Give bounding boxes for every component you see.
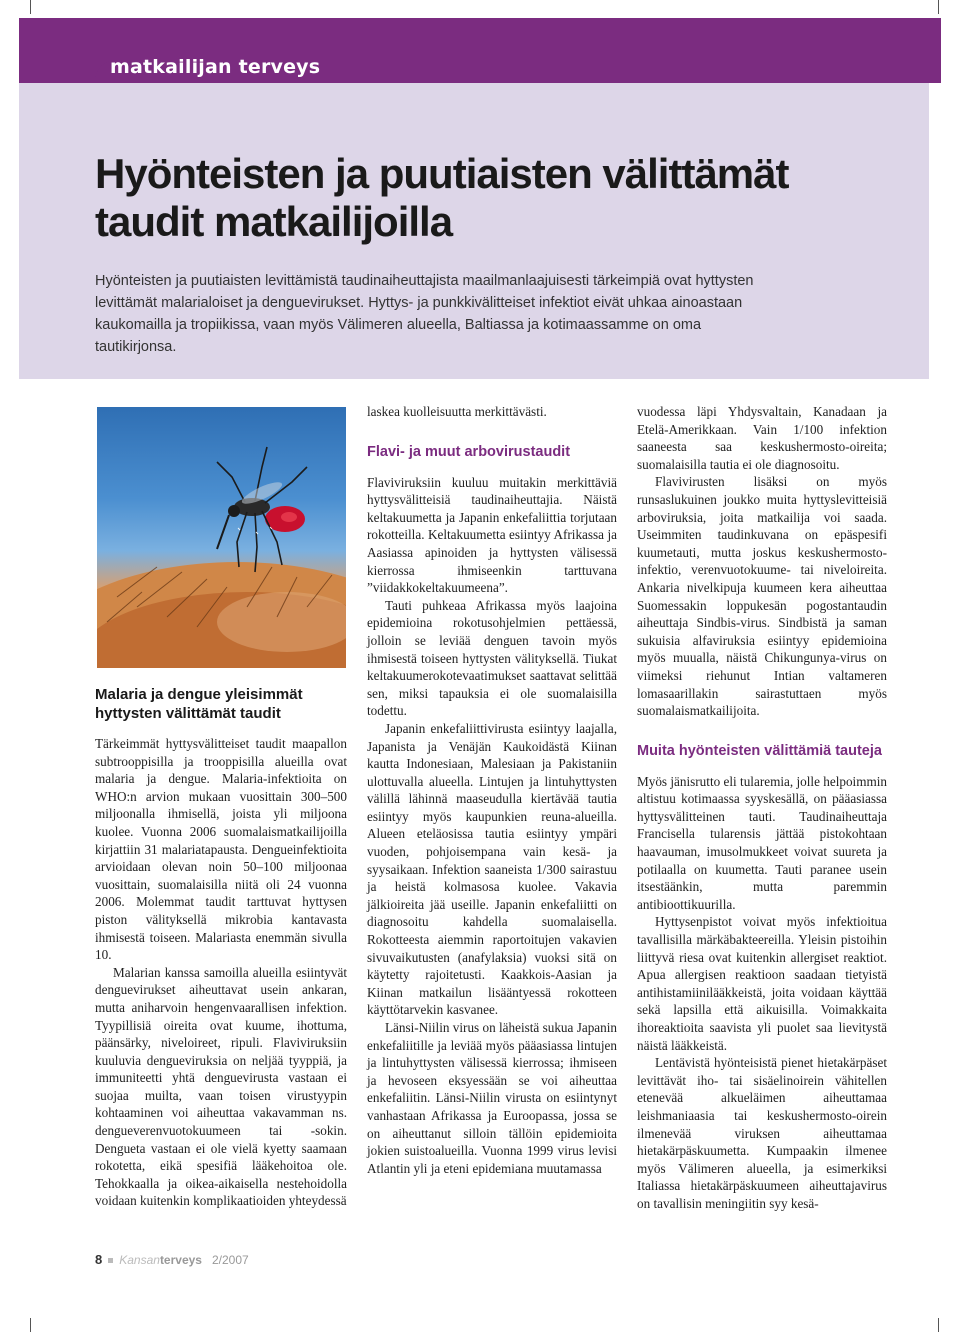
page-number: 8 [95, 1252, 103, 1267]
crop-mark [938, 1318, 939, 1332]
paragraph: Flavivirusten lisäksi on myös runsaslukuinen joukko muita hyttyslevitteisiä arboviruksia, joita matkailija voi saada. Useimmiten taudinkuvana on epäspesifi kuumetauti, mutta joskus keskushermosto-infektio, verenvuotokuume- tai niveloireita. Ankaria nivelkipuja kuumeen kera aiheuttaa Suomessakin loppukesän pogostantaudin aiheuttaja Sindbis-virus. Sindbistä ja saman sukuisia alfaviruksia esiintyy epidemioina myös muualla, näistä Chikungunya-virus on viimeksi riehunut Intian valtameren lomasaarillakin sairastuttaen myös suomalaismatkailijoita. [637, 474, 887, 719]
crop-mark [938, 0, 939, 14]
column-2 [367, 403, 617, 1177]
article-intro: Hyönteisten ja puutiaisten levittämistä taudinaiheuttajista maailmanlaajuisesti tärkeimpiä ovat hyttysten levittämät malarialoiset ja denguevirukset. Hyttys- ja punkkivälitteiset infektiot eivät uhkaa ainoastaan kaukomailla ja tropiikissa, vaan myös Välimeren alueella, Baltiassa ja kotimaassamme on oma tautikirjonsa. [95, 273, 754, 355]
subheading-malaria-dengue: Malaria ja dengue yleisimmät hyttysten välittämät taudit [95, 686, 303, 722]
issue-number: 2/2007 [212, 1253, 249, 1267]
paragraph: laskea kuolleisuutta merkittävästi. [367, 404, 547, 419]
footer-square-icon [108, 1258, 113, 1263]
mosquito-photo [97, 407, 346, 668]
paragraph: Myös jänisrutto eli tularemia, jolle helpoimmin altistuu kotimaassa syyskesällä, on pääasiassa hyttysvälitteinen tauti. Taudinaiheuttaja Francisella tularensis jättää pistokohtaan haavauman, imusolmukkeet voivat suureta ja potilaalla on kuumetta. Tauti paranee usein itsestäänkin, mutta paremmin antibioottikuurilla. [637, 773, 887, 912]
section-label: matkailijan terveys [110, 56, 321, 78]
subheading-flavi: Flavi- ja muut arbovirustaudit [367, 443, 571, 460]
crop-mark [30, 0, 31, 14]
mosquito-illustration [97, 407, 346, 668]
paragraph: Japanin enkefaliittivirusta esiintyy laajalla, Japanista ja Venäjän Kaukoidästä Kiinan kautta Indonesiaan, Malesiaan ja Pakistaniin ulottuvalla alueella. Lintujen ja lintuhyttysten välillä lähinnä maaseudulla kiertävää tautia esiintyy myös kaupunkien reuna-alueilla. Alueen eteläosissa tautia esiintyy ympäri vuoden, pohjoisempana vain kesä- ja syysaikaan. Infektion saaneista 1/300 sairastuu ja heistä kolmasosa kuolee. Vakavia jälkioireita jää useille. Japanin enkefaliitti on diagnosoitu kahdella suomalaisella. Rokotteesta aiemmin raportoitujen vakavien sivuvaikutusten (anafylaksia) vuoksi sitä on käytetty rajoitetusti. Kaakkois-Aasian ja Kiinan matkailun lisääntyessä rokotteen käyttötarvekin kasvanee. [367, 720, 617, 1018]
paragraph: Lentävistä hyönteisistä pienet hietakärpäset levittävät iho- tai sisäelinoirein vähitellen etenevää alkueläimen aiheuttamaa leishmaniaasia tai keskushermosto-oirein ilmenevää viruksen aiheuttamaa hietakärpäskuumetta. Kumpaakin ilmenee myös Välimeren alueella, ja esimerkiksi Italiassa hietakärpäskuumeen aiheuttajavirus on tavallisin meningiitin syy kesä- [637, 1055, 887, 1211]
column-3 [637, 403, 887, 1213]
paragraph: Malarian kanssa samoilla alueilla esiintyvät denguevirukset aiheuttavat usein ankaran, mutta aniharvoin hengenvaarallisen infektion. Tyypillisiä oireita ovat kuume, ihottuma, päänsärky, niveloireet, ripuli. Flaviviruksiin kuuluvia dengueviruksia on neljää tyyppiä, ja immuniteetti yhtä denguevirusta vastaan ei suojaa muilta, vaan toisen virustyypin kohtaaminen voi aiheuttaa vakavamman ns. dengueverenvuotokuumeen tai -sokin. Dengueta vastaan ei ole vielä kyetty saamaan rokotetta, eikä spesifiä lääkehoitoa ole. Tehokkaalla ja oikea-aikaisella nestehoidolla voidaan kuitenkin komplikaatioiden yhteydessä [95, 964, 347, 1209]
paragraph: Flaviviruksiin kuuluu muitakin merkittäviä hyttysvälitteisiä taudinaiheuttajia. Näistä keltakuumetta ja Japanin enkefaliittia torjutaan rokotteilla. Keltakuumetta esiintyy Afrikassa ja Aasiassa apinoiden ja hyttysten välisessä kierrossa ihmiseenkin tarttuvana ”viidakkokeltakuumeena”. [367, 474, 617, 596]
subheading-muita: Muita hyönteisten välittämiä tauteja [637, 742, 882, 759]
article-title: Hyönteisten ja puutiaisten välittämät taudit matkailijoilla [95, 150, 789, 245]
paragraph: Tauti puhkeaa Afrikassa myös laajoina epidemioina rokotusohjelmien pettäessä, jolloin se leviää denguen tavoin myös ihmisestä toiseen hyttysten välityksellä. Tiukat keltakuumerokotevaatimukset saattavat selittää sen, miksi tapauksia ei ole suomalaisilla todettu. [367, 597, 617, 719]
paragraph: Länsi-Niilin virus on läheistä sukua Japanin enkefaliitille ja leviää myös pääasiassa lintujen ja lintuhyttysten välisessä kierrossa; ihmiseen ja hevoseen eksyessään se voi aiheuttaa enkefaliitin. Länsi-Niilin virusta on esiintynyt vanhastaan Afrikassa ja Euroopassa, jossa se on aiheuttanut silloin tällöin epidemioita jokien suistoalueilla. Vuonna 1999 virus levisi Atlantin yli ja eteni epidemiana muutamassa [367, 1020, 617, 1176]
magazine-name: Kansanterveys [119, 1253, 202, 1267]
column-1 [95, 685, 347, 1210]
paragraph: Tärkeimmät hyttysvälitteiset taudit maapallon subtrooppisilla ja trooppisilla alueilla ovat malaria ja dengue. Malaria-infektioita on WHO:n arvion mukaan vuosittain 300–500 miljoonalla ihmisellä, joista yli miljoona kuolee. Vuonna 2006 suomalaismatkailijoilla kirjattiin 31 malariatapausta. Dengueinfektioita arvioidaan olevan noin 50–100 miljoonaa vuosittain, suomalaisilla niitä oli 24 vuonna 2006. Molemmat taudit tarttuvat hyttysen piston välityksellä mikrobia kantavasta ihmisestä toiseen. Malariasta enemmän sivulla 10. [95, 736, 347, 963]
paragraph: vuodessa läpi Yhdysvaltain, Kanadaan ja Etelä-Amerikkaan. Vain 1/100 infektion saaneesta saa keskushermosto-oireita; suomalaisilla tautia ei ole diagnosoitu. [637, 404, 887, 472]
paragraph: Hyttysenpistot voivat myös infektioitua tavallisilla märkäbakteereilla. Yleisin pistoihin liittyvä riesa ovat kuitenkin allergiset reaktiot. Apua allergisen reaktioon saadaan tietyistä antihistamiinilääkkeistä, joita voidaan käyttää sekä lapsilla että aikuisilla. Voimakkaita ihoreaktioita saavista yli puolet saa lievitystä näistä lääkkeistä. [637, 914, 887, 1053]
page-footer [95, 1252, 249, 1267]
crop-mark [30, 1318, 31, 1332]
